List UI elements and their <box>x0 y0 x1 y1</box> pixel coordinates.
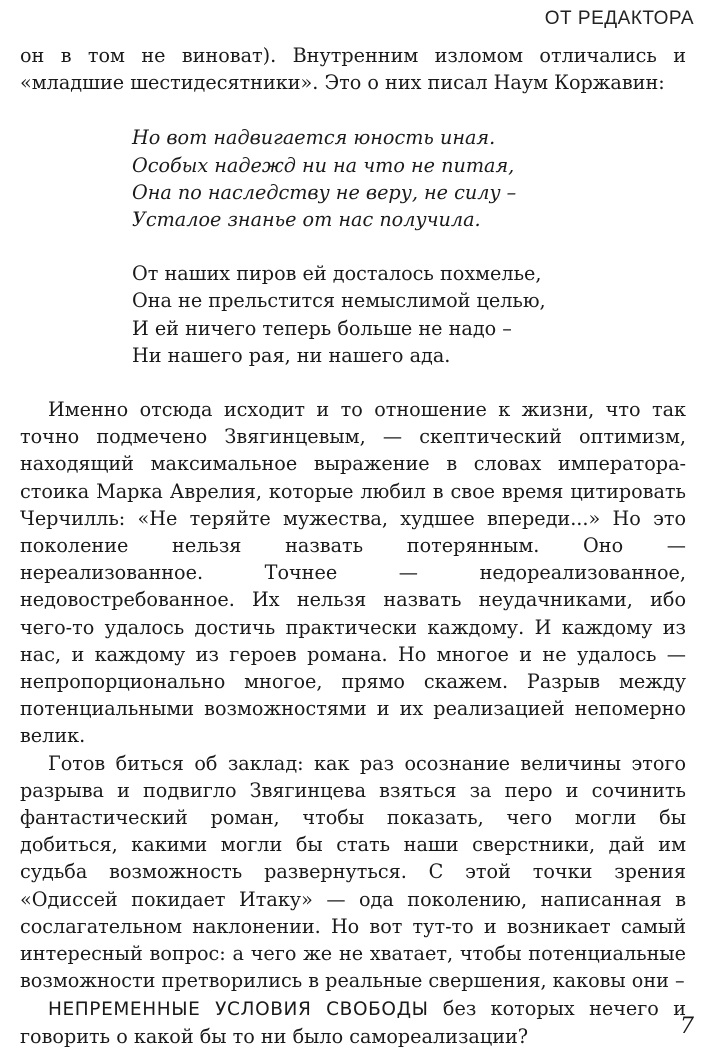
poem <box>132 124 686 369</box>
running-head: ОТ РЕДАКТОРА <box>544 8 694 29</box>
final-sentence-text: без которых нечего и говорить о какой бы то ни было самореализации? <box>20 996 686 1048</box>
poem-stanza-2 <box>132 260 686 369</box>
poem-line: Усталое знанье от нас получила. <box>132 208 481 232</box>
intro-paragraph: он в том не виноват). Внутренним изломом отличались и «младшие шестидесятники». Это о них писал Наум Коржавин: <box>20 44 686 95</box>
poem-line: Она по наследству не веру, не силу – <box>132 180 517 204</box>
body-paragraph-1: Именно отсюда исходит и то отношение к жизни, что так точно подмечено Звягинцевым, — скептический оптимизм, находящий максимальное выражение в словах императора-стоика Марка Аврелия, которые любил в свое время цитировать Черчилль: «Не теряйте мужества, худшее впереди...» Но это поколение нельзя назвать потерянным. Оно — нереализованное. Точнее — недореализованное, недовостребованное. Их нельзя назвать неудачниками, ибо чего-то удалось достичь практически каждому. И каждому из нас, и каждому из героев романа. Но многое и не удалось — непропорционально многое, прямо скажем. Разрыв между потенциальными возможностями и их реализацией непомерно велик. <box>20 398 686 748</box>
poem-line: Ни нашего рая, ни нашего ада. <box>132 343 451 367</box>
page-number: 7 <box>680 1014 694 1039</box>
poem-line: От наших пиров ей досталось похмелье, <box>132 262 542 286</box>
body-paragraph-3 <box>20 995 686 1050</box>
poem-stanza-1 <box>132 124 686 233</box>
body-paragraph-2: Готов биться об заклад: как раз осознание величины этого разрыва и подвигло Звягинцева взяться за перо и сочинить фантастический роман, чтобы показать, чего могли бы добиться, какими могли бы стать наши сверстники, дай им судьба возможность развернуться. С этой точки зрения «Одиссей покидает Итаку» — ода поколению, написанная в сослагательном наклонении. Но вот тут-то и возникает самый интересный вопрос: а чего же не хватает, чтобы потенциальные возможности претворились в реальные свершения, каковы они – <box>20 751 686 993</box>
caps-heading-phrase: НЕПРЕМЕННЫЕ УСЛОВИЯ СВОБОДЫ <box>48 998 429 1020</box>
page-text <box>20 42 686 1050</box>
poem-line: И ей ничего теперь больше не надо – <box>132 316 512 340</box>
poem-line: Особых надежд ни на что не питая, <box>132 153 515 177</box>
poem-line: Но вот надвигается юность иная. <box>132 126 496 150</box>
poem-line: Она не прельстится немыслимой целью, <box>132 289 546 313</box>
